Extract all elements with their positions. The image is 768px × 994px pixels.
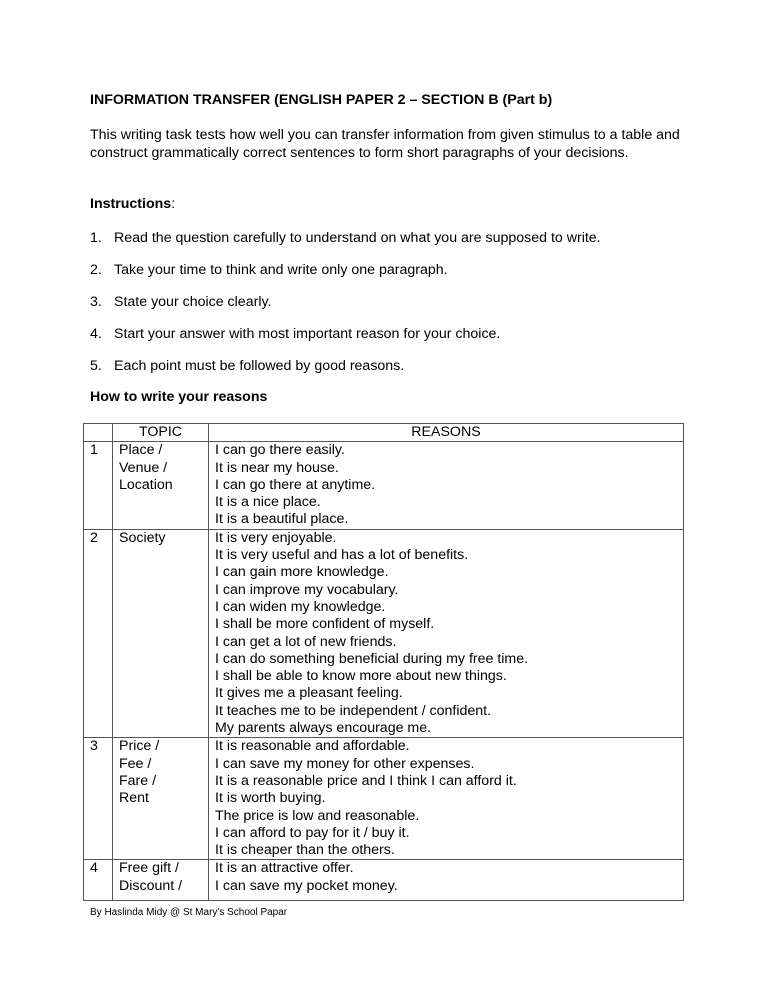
topic-line: Fee /	[119, 755, 152, 772]
footer-credit: By Haslinda Midy @ St Mary's School Papar	[90, 907, 288, 918]
instructions-colon: :	[171, 196, 176, 212]
reason-line: I can get a lot of new friends.	[215, 633, 397, 650]
reason-line: It is a reasonable price and I think I can afford it.	[215, 772, 517, 789]
topic-line: Fare /	[119, 772, 157, 789]
reason-line: I can save my pocket money.	[215, 877, 398, 894]
list-text: State your choice clearly.	[114, 294, 272, 310]
row-topic	[113, 442, 209, 529]
reason-line: It is cheaper than the others.	[215, 842, 395, 859]
list-text: Start your answer with most important reason for your choice.	[114, 326, 501, 342]
reason-line: The price is low and reasonable.	[215, 807, 420, 824]
table-header-row	[84, 424, 684, 442]
instructions-label: Instructions	[90, 196, 172, 212]
row-reasons	[209, 860, 684, 901]
reasons-table	[83, 423, 684, 901]
row-topic	[113, 738, 209, 860]
topic-line: Price /	[119, 738, 160, 755]
list-number: 2.	[90, 262, 102, 278]
list-text: Take your time to think and write only one paragraph.	[114, 262, 448, 278]
topic-line: Rent	[119, 790, 149, 807]
row-number: 1	[84, 442, 113, 529]
reason-line: I can go there easily.	[215, 442, 345, 459]
table-row	[84, 860, 684, 901]
list-item	[90, 261, 601, 293]
list-number: 5.	[90, 358, 102, 374]
topic-line: Free gift /	[119, 860, 179, 877]
intro-paragraph: This writing task tests how well you can transfer information from given stimulus to a table and construct grammatically correct sentences to form short paragraphs of your decisions.	[90, 127, 680, 161]
reason-line: It is very useful and has a lot of benefits.	[215, 547, 469, 564]
reason-line: It is near my house.	[215, 459, 339, 476]
topic-line: Location	[119, 476, 173, 493]
row-reasons	[209, 442, 684, 529]
reason-line: I can improve my vocabulary.	[215, 581, 399, 598]
list-item	[90, 325, 601, 357]
instructions-list	[90, 229, 601, 389]
reason-line: It teaches me to be independent / confident.	[215, 702, 492, 719]
reason-line: I can gain more knowledge.	[215, 564, 389, 581]
header-reasons: REASONS	[209, 424, 684, 442]
instructions-heading	[90, 196, 175, 212]
reason-line: I can go there at anytime.	[215, 476, 376, 493]
topic-line: Venue /	[119, 459, 168, 476]
header-number	[84, 424, 113, 442]
row-number: 4	[84, 860, 113, 901]
topic-line: Discount /	[119, 877, 183, 894]
table-body	[84, 442, 684, 901]
reason-line: It is a nice place.	[215, 494, 321, 511]
reasons-heading: How to write your reasons	[90, 389, 268, 405]
reason-line: It is reasonable and affordable.	[215, 738, 410, 755]
reason-line: I shall be more confident of myself.	[215, 616, 435, 633]
row-reasons	[209, 529, 684, 738]
topic-line: Place /	[119, 442, 163, 459]
reason-line: I shall be able to know more about new things.	[215, 668, 507, 685]
reason-line: My parents always encourage me.	[215, 720, 432, 737]
table-row	[84, 738, 684, 860]
list-number: 1.	[90, 230, 102, 246]
row-topic	[113, 860, 209, 901]
list-number: 3.	[90, 294, 102, 310]
row-reasons	[209, 738, 684, 860]
reason-line: It gives me a pleasant feeling.	[215, 685, 403, 702]
reason-line: I can do something beneficial during my free time.	[215, 650, 529, 667]
page-title: INFORMATION TRANSFER (ENGLISH PAPER 2 – SECTION B (Part b)	[90, 92, 553, 108]
reason-line: I can save my money for other expenses.	[215, 755, 475, 772]
table-row	[84, 529, 684, 738]
reason-line: I can widen my knowledge.	[215, 598, 386, 615]
header-topic: TOPIC	[113, 424, 209, 442]
reason-line: It is worth buying.	[215, 790, 326, 807]
reason-line: I can afford to pay for it / buy it.	[215, 824, 410, 841]
row-number: 2	[84, 529, 113, 738]
reason-line: It is very enjoyable.	[215, 529, 337, 546]
reason-line: It is an attractive offer.	[215, 860, 354, 877]
list-text: Each point must be followed by good reasons.	[114, 358, 405, 374]
list-number: 4.	[90, 326, 102, 342]
list-item	[90, 229, 601, 261]
row-topic	[113, 529, 209, 738]
list-item	[90, 357, 601, 389]
table-row	[84, 442, 684, 529]
row-number: 3	[84, 738, 113, 860]
reason-line: It is a beautiful place.	[215, 511, 349, 528]
list-item	[90, 293, 601, 325]
topic-line: Society	[119, 529, 166, 546]
list-text: Read the question carefully to understand on what you are supposed to write.	[114, 230, 601, 246]
